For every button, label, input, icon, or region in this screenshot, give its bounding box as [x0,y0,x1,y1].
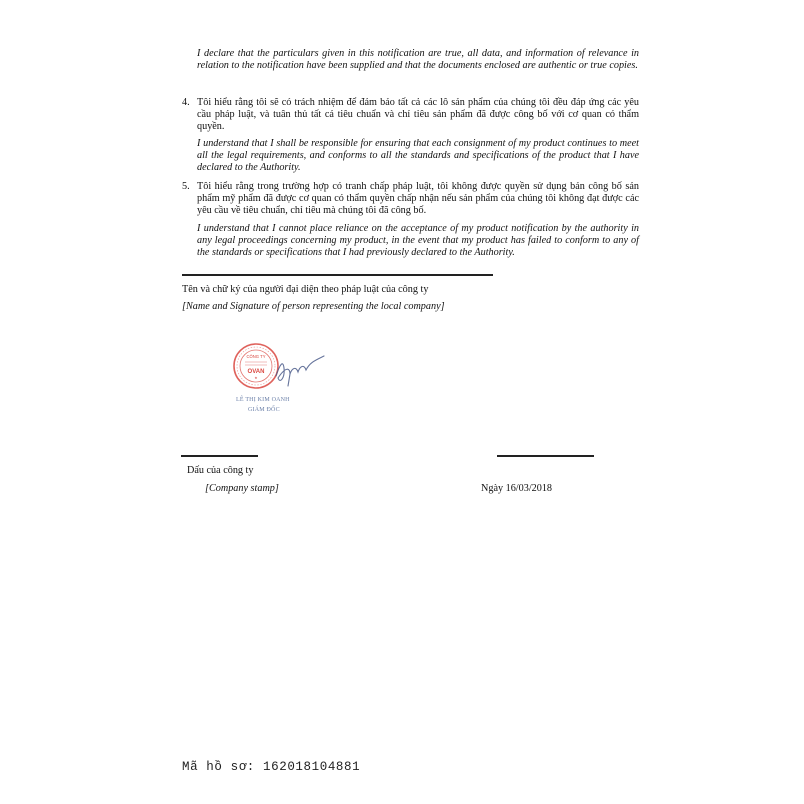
svg-text:CÔNG TY: CÔNG TY [246,354,266,359]
item-5-number: 5. [182,181,190,192]
file-code: Mã hồ sơ: 162018104881 [182,760,361,774]
company-stamp-icon [228,338,348,416]
date-text: Ngày 16/03/2018 [481,483,553,494]
item-5-vietnamese: Tôi hiểu rằng trong trường hợp có tranh chấp pháp luật, tôi không được quyền sử dụng bản công bố sản phẩm mỹ phẩm đã được cơ quan có thẩm quyền chấp nhận nếu sản phẩm của chúng tôi không đạt được các yêu cầu về tiêu chuẩn, chỉ tiêu mà chúng tôi đã công bố. [197,181,639,217]
item-4-vietnamese: Tôi hiểu rằng tôi sẽ có trách nhiệm để đảm bảo tất cả các lô sản phẩm của chúng tôi đều đáp ứng các yêu cầu pháp luật, và tuân thủ tất cả tiêu chuẩn và chỉ tiêu sản phẩm đã được công bố với cơ quan có thẩm quyền. [197,97,639,133]
svg-text:OVAN: OVAN [247,369,265,375]
stamp-label-vi: Dấu của công ty [187,465,254,476]
signer-name: LÊ THỊ KIM OANH [236,397,290,403]
signature-label-vi: Tên và chữ ký của người đại diện theo pháp luật của công ty [182,284,429,295]
stamp-label-en: [Company stamp] [205,483,279,494]
signature-label-en: [Name and Signature of person representing the local company] [182,301,445,312]
signer-title: GIÁM ĐỐC [248,407,280,413]
item-4-english: I understand that I shall be responsible for ensuring that each consignment of my product continues to meet all the legal requirements, and conforms to all the standards and specifications of the product that I have declared to the Authority. [197,138,639,174]
item-5-english: I understand that I cannot place reliance on the acceptance of my product notification by the authority in any legal proceedings concerning my product, in the event that my product has failed to conform to any of the standards or specifications that I had previously declared to the Authority. [197,223,639,259]
svg-text:★: ★ [254,376,258,380]
stamp-line [181,455,258,457]
date-line [497,455,594,457]
item-4-number: 4. [182,97,190,108]
signature-line [182,274,493,276]
company-stamp-signature [228,338,348,416]
declaration-english: I declare that the particulars given in this notification are true, all data, and information of relevance in relation to the notification have been supplied and that the documents enclosed are authentic or true copies. [197,48,639,72]
